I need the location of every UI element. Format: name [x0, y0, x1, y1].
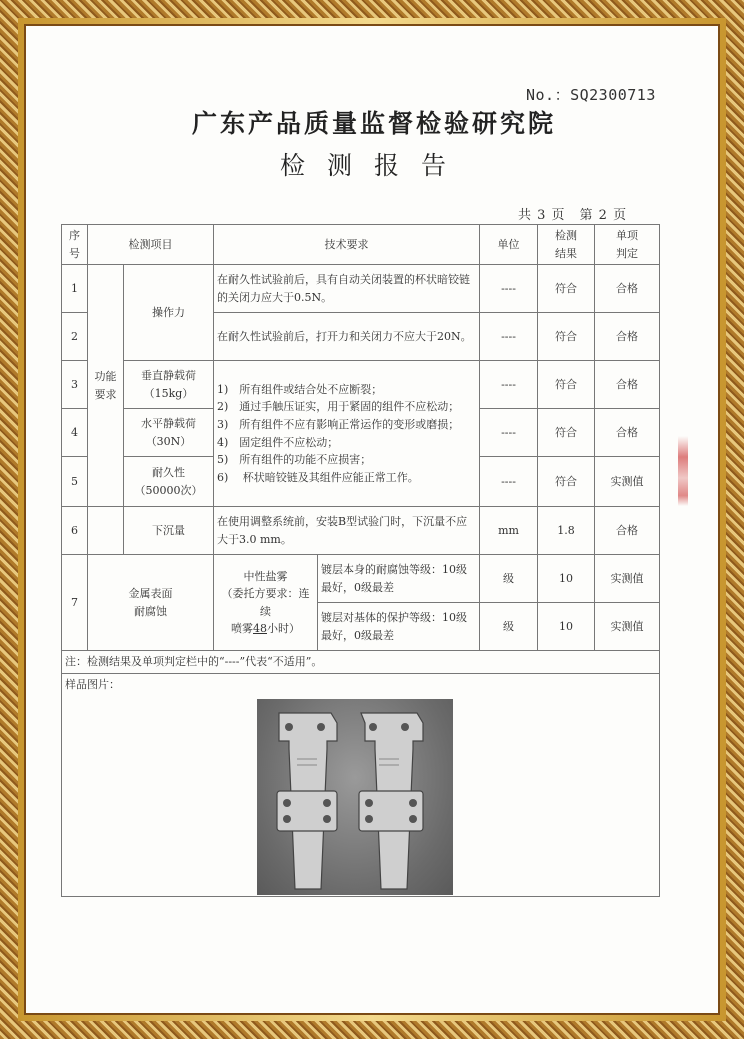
row-verdict: 实测值: [595, 555, 660, 603]
photo-row: [62, 674, 660, 897]
row-result: 10: [538, 555, 595, 603]
row-result: 符合: [538, 409, 595, 457]
row-verdict: 合格: [595, 507, 660, 555]
shared-requirements: [214, 361, 480, 507]
report-page: [26, 26, 718, 1013]
row-seq: 3: [62, 361, 88, 409]
header-result: 检测 结果: [538, 225, 595, 265]
hinge-illustration: [257, 699, 453, 895]
requirement-line: 3) 所有组件不应有影响正常运作的变形或磨损；: [217, 417, 460, 431]
function-group-label: 功能 要求: [88, 265, 124, 507]
table-header-row: [62, 225, 660, 265]
requirement-line: 6) 杯状暗铰链及其组件应能正常工作。: [217, 470, 419, 484]
row-unit: ----: [480, 361, 538, 409]
row-result: 10: [538, 603, 595, 651]
row-result: 1.8: [538, 507, 595, 555]
header-item: 检测项目: [88, 225, 214, 265]
row-seq: 2: [62, 313, 88, 361]
row-unit: ----: [480, 265, 538, 313]
header-verdict: 单项 判定: [595, 225, 660, 265]
frame-inner: [18, 18, 726, 1021]
row-tech: 镀层本身的耐腐蚀等级：10级最好，0级最差: [318, 555, 480, 603]
requirement-line: 4) 固定组件不应松动；: [217, 435, 339, 449]
note-row: [62, 651, 660, 674]
corrosion-item: 金属表面 耐腐蚀: [88, 555, 214, 651]
requirement-line: 2) 通过手触压证实，用于紧固的组件不应松动；: [217, 400, 460, 414]
row-verdict: 合格: [595, 409, 660, 457]
row-verdict: 合格: [595, 265, 660, 313]
inspection-table: [61, 224, 660, 897]
row-seq: 1: [62, 265, 88, 313]
table-row: [62, 555, 660, 603]
vertical-static-item: 垂直静载荷 （15kg）: [124, 361, 214, 409]
table-row: [62, 361, 660, 409]
header-unit: 单位: [480, 225, 538, 265]
row-verdict: 合格: [595, 361, 660, 409]
header-seq: 序 号: [62, 225, 88, 265]
seal-stamp-edge: [678, 436, 688, 506]
page-info: 共 3 页 第 2 页: [518, 208, 628, 223]
row-tech: 在耐久性试验前后，打开力和关闭力不应大于20N。: [214, 313, 480, 361]
row-verdict: 实测值: [595, 457, 660, 507]
frame-inner-border: [24, 24, 720, 1015]
row-seq: 5: [62, 457, 88, 507]
row-seq: 6: [62, 507, 88, 555]
salt-spray-method: 中性盐雾 （委托方要求：连续 喷雾48小时）: [214, 555, 318, 651]
row-seq: 7: [62, 555, 88, 651]
empty-cell: [88, 507, 124, 555]
row-result: 符合: [538, 457, 595, 507]
row-result: 符合: [538, 361, 595, 409]
photo-cell: [62, 674, 660, 897]
row-tech: 镀层对基体的保护等级：10级最好，0级最差: [318, 603, 480, 651]
horizontal-static-item: 水平静载荷 （30N）: [124, 409, 214, 457]
row-result: 符合: [538, 313, 595, 361]
row-result: 符合: [538, 265, 595, 313]
sample-photo: [257, 699, 453, 895]
row-tech: 在耐久性试验前后，具有自动关闭装置的杯状暗铰链的关闭力应大于0.5N。: [214, 265, 480, 313]
row-unit: mm: [480, 507, 538, 555]
row-verdict: 合格: [595, 313, 660, 361]
photo-label: 样品图片：: [65, 678, 120, 691]
table-row: [62, 265, 660, 313]
operating-force-item: 操作力: [124, 265, 214, 361]
row-tech: 在使用调整系统前，安装B型试验门时，下沉量不应大于3.0 mm。: [214, 507, 480, 555]
row-verdict: 实测值: [595, 603, 660, 651]
row-item: 下沉量: [124, 507, 214, 555]
report-title: 检测报告: [279, 151, 468, 180]
organization-name: 广东产品质量监督检验研究院: [191, 109, 556, 138]
requirement-line: 1) 所有组件或结合处不应断裂；: [217, 382, 383, 396]
header-tech: 技术要求: [214, 225, 480, 265]
row-unit: ----: [480, 313, 538, 361]
requirement-line: 5) 所有组件的功能不应损害；: [217, 453, 372, 467]
row-unit: 级: [480, 603, 538, 651]
row-unit: 级: [480, 555, 538, 603]
document-number: No.：SQ2300713: [526, 86, 656, 104]
row-seq: 4: [62, 409, 88, 457]
row-unit: ----: [480, 457, 538, 507]
table-note: 注：检测结果及单项判定栏中的“----”代表“不适用”。: [62, 651, 660, 674]
table-row: [62, 507, 660, 555]
durability-item: 耐久性 （50000次）: [124, 457, 214, 507]
row-unit: ----: [480, 409, 538, 457]
